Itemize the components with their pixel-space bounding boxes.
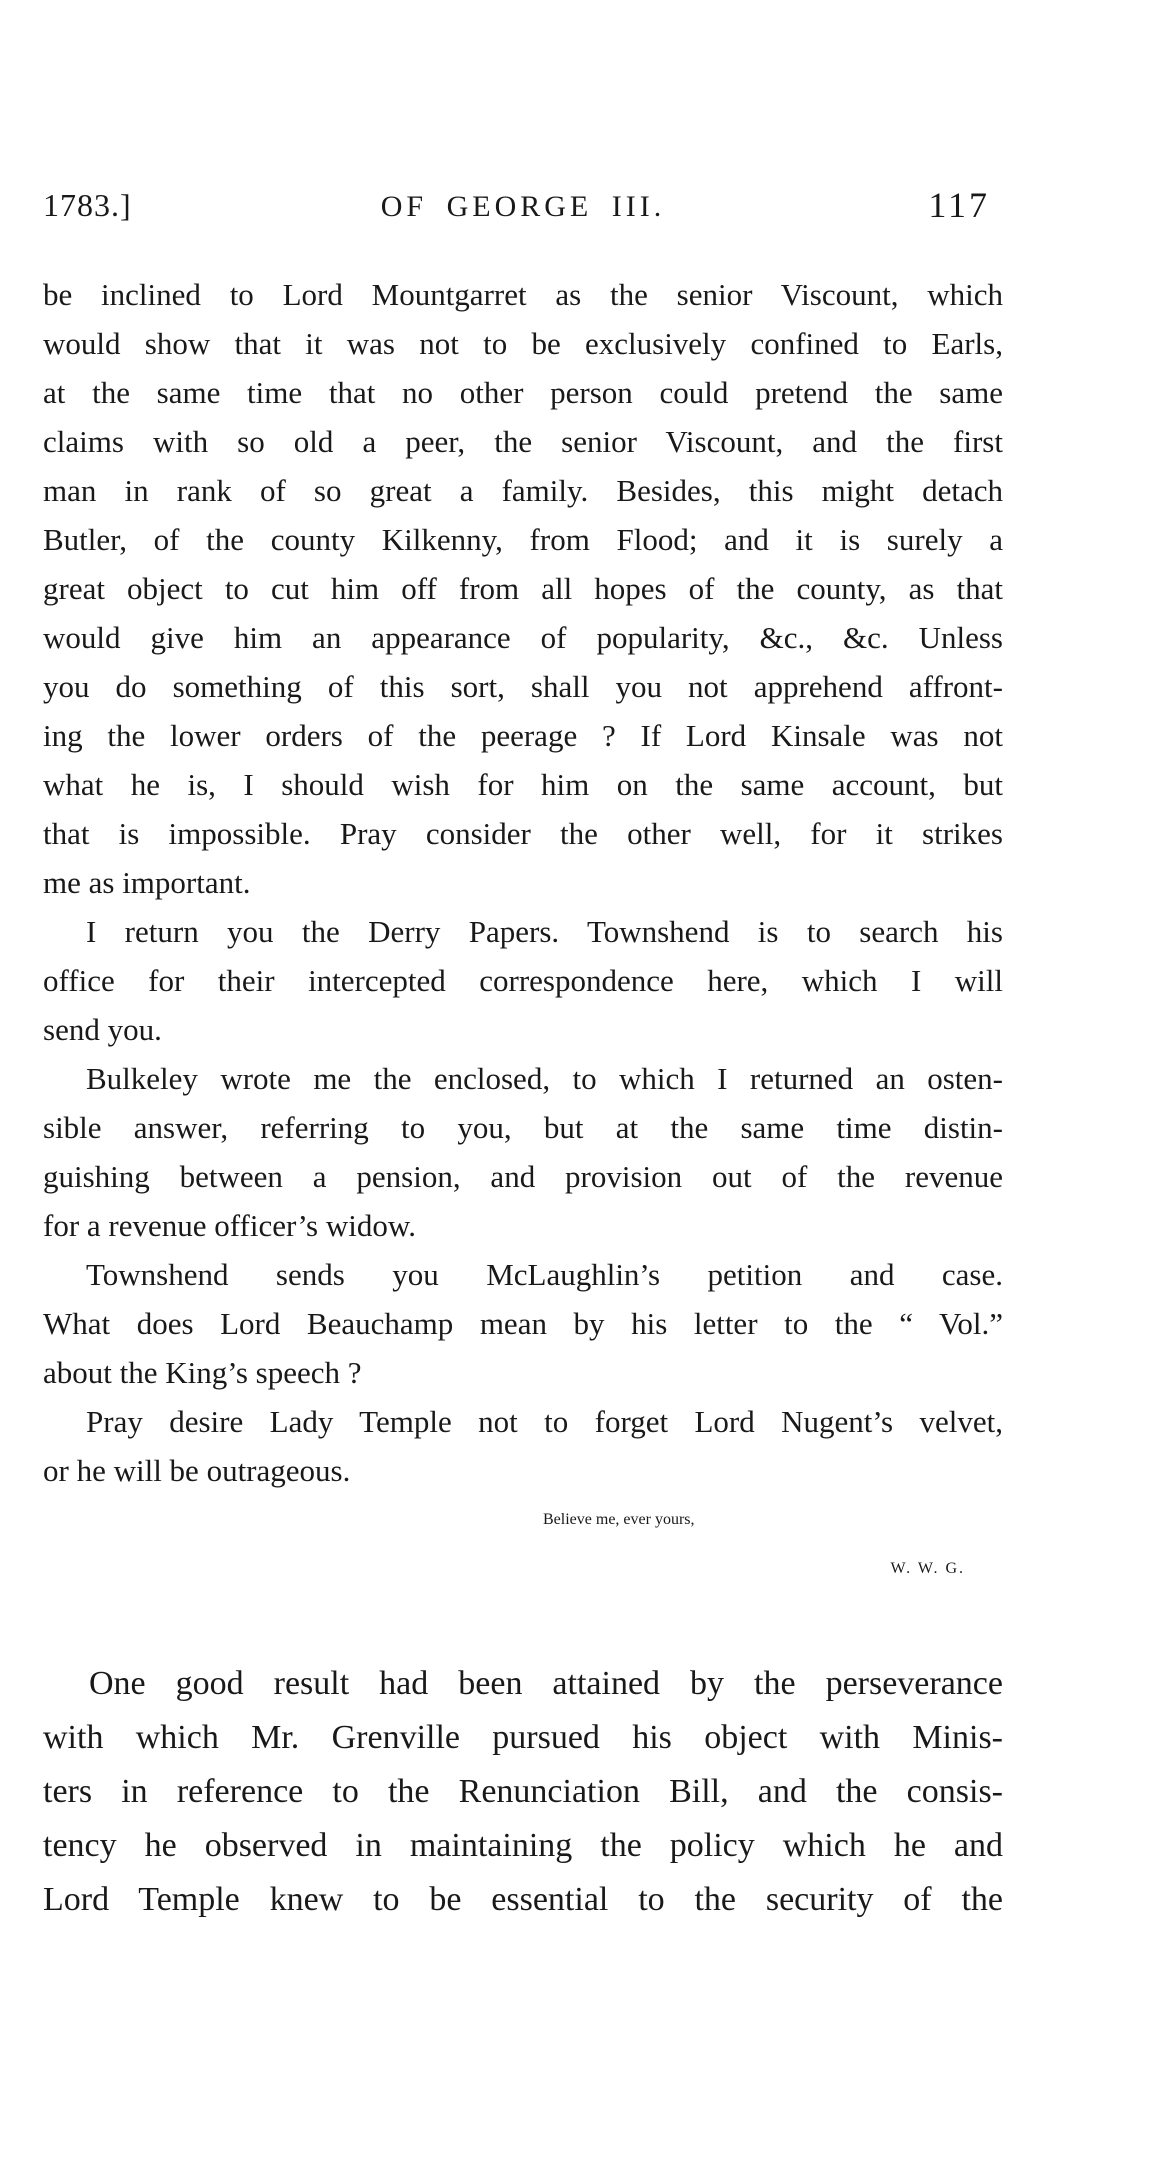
paragraph [43, 270, 1003, 907]
text-line: Bulkeley wrote me the enclosed, to which I returned an osten- [86, 1061, 1003, 1096]
text-line: Townshend sends you McLaughlin’s petition and case. [86, 1257, 1003, 1292]
text-line: What does Lord Beauchamp mean by his letter to the “ Vol.” [43, 1306, 1003, 1341]
paragraph [43, 907, 1003, 1054]
paragraph [43, 1657, 1003, 1927]
text-line: guishing between a pension, and provision out of the revenue [43, 1159, 1003, 1194]
text-line: would show that it was not to be exclusively confined to Earls, [43, 326, 1003, 361]
narrative-paragraph [43, 1657, 1003, 1927]
text-line: great object to cut him off from all hopes of the county, as that [43, 571, 1003, 606]
text-line: One good result had been attained by the perseverance [89, 1665, 1003, 1702]
text-line: claims with so old a peer, the senior Viscount, and the first [43, 424, 1003, 459]
text-line: Lord Temple knew to be essential to the security of the [43, 1881, 1003, 1918]
text-line: at the same time that no other person could pretend the same [43, 375, 1003, 410]
text-line: be inclined to Lord Mountgarret as the senior Viscount, which [43, 277, 1003, 312]
header-running-title: OF GEORGE III. [380, 190, 666, 223]
text-line: would give him an appearance of popularity, &c., &c. Unless [43, 620, 1003, 655]
text-line: ing the lower orders of the peerage ? If Lord Kinsale was not [43, 718, 1003, 753]
text-line: or he will be outrageous. [43, 1453, 351, 1488]
text-line: about the King’s speech ? [43, 1355, 362, 1390]
letter-body [43, 270, 1003, 1495]
running-header [43, 178, 1003, 228]
text-line: that is impossible. Pray consider the other well, for it strikes [43, 816, 1003, 851]
text-line: with which Mr. Grenville pursued his object with Minis- [43, 1719, 1003, 1756]
text-line: sible answer, referring to you, but at the same time distin- [43, 1110, 1003, 1145]
text-line: Pray desire Lady Temple not to forget Lord Nugent’s velvet, [86, 1404, 1003, 1439]
valediction: Believe me, ever yours, [543, 1511, 695, 1528]
text-line: what he is, I should wish for him on the same account, but [43, 767, 1003, 802]
text-line: ters in reference to the Renunciation Bill, and the consis- [43, 1773, 1003, 1810]
text-line: send you. [43, 1012, 162, 1047]
text-line: I return you the Derry Papers. Townshend is to search his [86, 914, 1003, 949]
paragraph [43, 1250, 1003, 1397]
text-line: office for their intercepted correspondence here, which I will [43, 963, 1003, 998]
header-date-marker: 1783.] [43, 187, 132, 223]
text-line: me as important. [43, 865, 251, 900]
paragraph [43, 1054, 1003, 1250]
text-line: Butler, of the county Kilkenny, from Flood; and it is surely a [43, 522, 1003, 557]
signature: W. W. G. [890, 1560, 965, 1577]
paragraph [43, 1397, 1003, 1495]
header-page-number: 117 [928, 185, 990, 225]
text-line: you do something of this sort, shall you not apprehend affront- [43, 669, 1003, 704]
text-line: man in rank of so great a family. Besides, this might detach [43, 473, 1003, 508]
text-line: for a revenue officer’s widow. [43, 1208, 416, 1243]
letter-closing [43, 1495, 1003, 1593]
text-line: tency he observed in maintaining the policy which he and [43, 1827, 1003, 1864]
